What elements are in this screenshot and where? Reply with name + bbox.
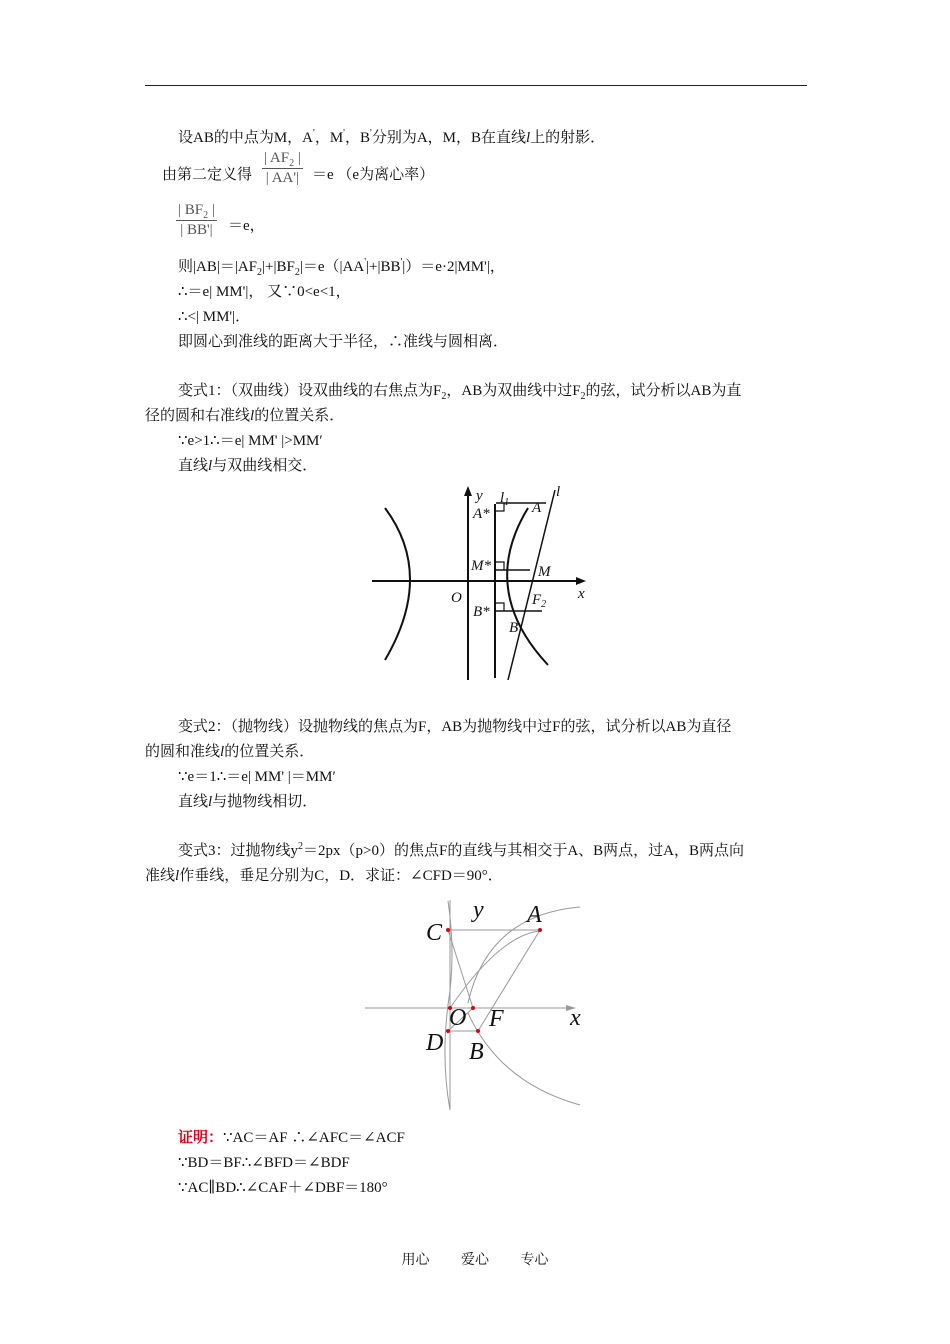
- variant2-line2: 的圆和准线l的位置关系．: [145, 744, 315, 760]
- variant2-line3: ∵e＝1∴＝e| MM' |＝MM′: [178, 769, 336, 785]
- fig2-A-label: A: [527, 902, 542, 928]
- variant2-line4: 直线l与抛物线相切．: [178, 794, 318, 810]
- para1-line6: ∴<| MM'|．: [178, 309, 251, 325]
- point-C: [446, 928, 450, 932]
- fig2-B-label: B: [469, 1039, 484, 1065]
- variant1-line1: 变式1：（双曲线）设双曲线的右焦点为$F_2$，AB为双曲线中过$F_2$的弦，试分析以AB为直: [178, 383, 742, 402]
- page-footer: [0, 1249, 950, 1269]
- fraction-af2-aa: | $AF_2$ | | AA'|: [264, 150, 301, 186]
- fig2-D-label: D: [426, 1030, 444, 1056]
- parabola-upper-arc: [468, 907, 580, 1003]
- point-B: [476, 1029, 480, 1033]
- y-arrow: [464, 486, 472, 496]
- fig1-A-star-label: A*: [473, 506, 490, 522]
- fig1-A-label: A: [532, 500, 542, 516]
- variant2-line1: 变式2：（抛物线）设抛物线的焦点为F，AB为抛物线中过F的弦，试分析以AB为直径: [178, 719, 732, 735]
- segment-AB: [478, 930, 540, 1031]
- parabola-lower-arc: [468, 1013, 580, 1105]
- fig2-C-label: C: [426, 920, 443, 946]
- fig1-O-label: O: [451, 590, 462, 606]
- proof-line1: 证明：∵AC＝AF ∴∠AFC＝∠ACF: [178, 1130, 405, 1146]
- footer-item: 爱心: [461, 1253, 489, 1268]
- variant1-line2: 径的圆和右准线l的位置关系．: [145, 408, 345, 424]
- header-rule: [145, 85, 807, 86]
- point-A: [538, 928, 542, 932]
- para1-line4: 则$|AB|=|AF_2|+|BF_2|=e(|AA'|+|BB'|)=e\cdot 2|MM'|$，: [178, 257, 505, 278]
- proof-line2: ∵BD＝BF∴∠BFD＝∠BDF: [178, 1155, 350, 1171]
- fig1-M-star-label: M*: [471, 558, 491, 574]
- para1-line2-tail: ＝e （e为离心率）: [312, 167, 435, 183]
- variant3-line1: 变式3：过抛物线$y^2=2px(p>0)$的焦点F的直线与其相交于A、B两点，过A，B两点向: [178, 841, 744, 859]
- x-arrow: [576, 577, 586, 585]
- fig2-x-label: x: [570, 1005, 581, 1031]
- point-F: [471, 1006, 475, 1010]
- fig2-y-label: y: [473, 897, 484, 923]
- variant3-line2: 准线l作垂线，垂足分别为C，D．求证：∠CFD＝90°．: [145, 868, 503, 884]
- hyperbola-figure: [360, 480, 600, 685]
- proof-line3: ∵AC∥BD∴∠CAF＋∠DBF＝180°: [178, 1180, 388, 1196]
- fig1-y-label: y: [476, 488, 483, 504]
- fig1-F2-label: $F_2$: [532, 592, 547, 610]
- fig1-l1-label: $l_1$: [500, 490, 510, 508]
- variant1-line4: 直线l与双曲线相交．: [178, 458, 318, 474]
- parabola-figure: [360, 895, 600, 1117]
- para1-line1: 设AB的中点为M，A'，M'，B'分别为A，M，B在直线l上的射影．: [178, 128, 606, 146]
- para1-line3-tail: ＝e，: [228, 218, 265, 234]
- right-branch: [507, 508, 548, 665]
- fraction-bf2-bb: | $BF_2$ | | BB'|: [178, 202, 215, 238]
- fig1-x-label: x: [578, 586, 585, 602]
- fig1-M-label: M: [538, 564, 551, 580]
- variant1-line3: ∵e>1∴＝e| MM' |>MM′: [178, 433, 323, 449]
- fig2-O-label: O: [449, 1005, 467, 1031]
- fig1-B-label: B: [509, 620, 519, 636]
- para1-line7: 即圆心到准线的距离大于半径，∴准线与圆相离．: [178, 334, 509, 350]
- fig1-l-label: l: [556, 484, 561, 500]
- para1-line5: ∴＝e| MM'|， 又∵0<e<1，: [178, 284, 351, 300]
- left-branch: [385, 508, 410, 660]
- fig2-F-label: F: [489, 1006, 504, 1032]
- para1-line2-lead: 由第二定义得: [162, 167, 253, 183]
- footer-item: 用心: [401, 1253, 430, 1268]
- footer-item: 专心: [520, 1253, 549, 1268]
- chord-line-l: [508, 490, 555, 680]
- fig1-B-star-label: B*: [473, 604, 490, 620]
- proof-label: 证明：: [178, 1130, 224, 1146]
